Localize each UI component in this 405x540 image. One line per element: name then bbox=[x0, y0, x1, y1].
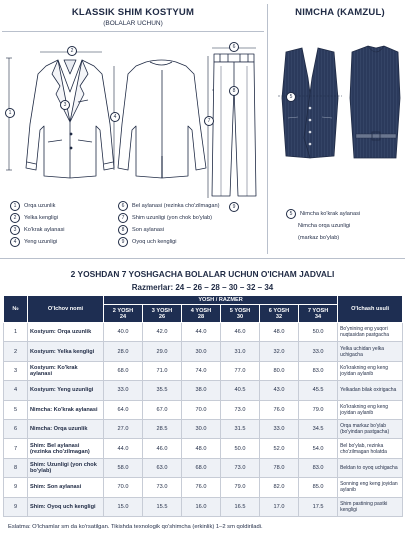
row-number-cell: 9 bbox=[4, 497, 28, 516]
value-cell: 70.0 bbox=[182, 400, 221, 419]
legend-number: 1 bbox=[10, 201, 20, 211]
value-cell: 17.5 bbox=[299, 497, 338, 516]
method-cell: Yelkadan bilak oxirigacha bbox=[338, 381, 403, 400]
measurement-name-cell: Nimcha: Ko'krak aylanasi bbox=[28, 400, 104, 419]
callout-4: 4 bbox=[110, 112, 120, 122]
value-cell: 28.0 bbox=[104, 342, 143, 361]
row-number-cell: 8 bbox=[4, 458, 28, 477]
callout-9: 9 bbox=[229, 202, 239, 212]
vest-section-title: NIMCHA (KAMZUL) bbox=[295, 7, 385, 18]
callout-2: 2 bbox=[67, 46, 77, 56]
value-cell: 16.5 bbox=[221, 497, 260, 516]
legend-item bbox=[10, 224, 120, 236]
legend-label: Ko'krak aylanasi bbox=[24, 227, 65, 233]
method-cell: Bo'ynining eng yuqori nuqtasidan pastgacha bbox=[338, 323, 403, 342]
legend-label: Yelka kengligi bbox=[24, 215, 59, 221]
measurement-name-cell: Shim: Bel aylanasi (rezinka cho'zilmagan) bbox=[28, 439, 104, 458]
value-cell: 33.0 bbox=[260, 419, 299, 438]
legend-item bbox=[10, 212, 120, 224]
legend-number: 4 bbox=[10, 237, 20, 247]
legend-label: Oyoq uch kengligi bbox=[132, 239, 177, 245]
value-cell: 17.0 bbox=[260, 497, 299, 516]
callout-3: 3 bbox=[60, 100, 70, 110]
measurement-name-cell: Kostyum: Orqa uzunlik bbox=[28, 323, 104, 342]
col-header-size bbox=[143, 305, 182, 323]
col-header-size bbox=[221, 305, 260, 323]
value-cell: 27.0 bbox=[104, 419, 143, 438]
table-row bbox=[4, 419, 403, 438]
jacket-legend-right bbox=[118, 200, 263, 248]
value-cell: 48.0 bbox=[260, 323, 299, 342]
method-cell: Sonning eng keng joyidan aylanib bbox=[338, 478, 403, 497]
value-cell: 73.0 bbox=[221, 400, 260, 419]
col-header-group: YOSH / RAZMER bbox=[104, 296, 338, 305]
value-cell: 68.0 bbox=[182, 458, 221, 477]
table-row bbox=[4, 439, 403, 458]
legend-label: Bel aylanasi (rezinka cho'zilmagan) bbox=[132, 203, 220, 209]
measurement-name-cell: Shim: Oyoq uch kengligi bbox=[28, 497, 104, 516]
value-cell: 42.0 bbox=[143, 323, 182, 342]
row-number-cell: 1 bbox=[4, 323, 28, 342]
value-cell: 82.0 bbox=[260, 478, 299, 497]
col-header-size bbox=[182, 305, 221, 323]
table-row bbox=[4, 381, 403, 400]
value-cell: 85.0 bbox=[299, 478, 338, 497]
value-cell: 58.0 bbox=[104, 458, 143, 477]
value-cell: 29.0 bbox=[143, 342, 182, 361]
method-cell: Bel bo'ylab, rezinka cho'zilmagan holatda bbox=[338, 439, 403, 458]
table-row bbox=[4, 497, 403, 516]
value-cell: 83.0 bbox=[299, 361, 338, 380]
footnote: Eslatma: O'lchamlar sm da ko'rsatilgan. Tikishda texnologik qo'shimcha (erkinlik) 1–2 sm qoldiriladi. bbox=[8, 524, 263, 530]
age-label: 5 YOSH bbox=[229, 307, 251, 314]
section-divider bbox=[267, 4, 268, 254]
value-cell: 43.0 bbox=[260, 381, 299, 400]
value-cell: 46.0 bbox=[143, 439, 182, 458]
jacket-section-title: KLASSIK SHIM KOSTYUM bbox=[71, 7, 195, 18]
legend-label: Yeng uzunligi bbox=[24, 239, 58, 245]
jacket-section-subtitle: (BOLALAR UCHUN) bbox=[103, 20, 163, 27]
legend-item bbox=[118, 224, 263, 236]
size-chart-title: 2 YOSHDAN 7 YOSHGACHA BOLALAR UCHUN O'ICHAM JADVALI bbox=[70, 269, 335, 279]
value-cell: 78.0 bbox=[260, 458, 299, 477]
value-cell: 71.0 bbox=[143, 361, 182, 380]
col-header-size bbox=[104, 305, 143, 323]
value-cell: 31.0 bbox=[221, 342, 260, 361]
age-label: 4 YOSH bbox=[190, 307, 212, 314]
callout-8: 8 bbox=[229, 86, 239, 96]
col-header-method: O'lchash usuli bbox=[338, 296, 403, 323]
measurement-name-cell: Nimcha: Orqa uzunlik bbox=[28, 419, 104, 438]
method-cell: Ko'krakning eng keng joyidan aylanib bbox=[338, 400, 403, 419]
size-label: 26 bbox=[158, 313, 166, 320]
legend-item bbox=[286, 220, 401, 232]
table-row bbox=[4, 478, 403, 497]
measurement-name-cell: Shim: Son aylanasi bbox=[28, 478, 104, 497]
legend-label: Orqa uzunlik bbox=[24, 203, 56, 209]
value-cell: 46.0 bbox=[221, 323, 260, 342]
value-cell: 40.0 bbox=[104, 323, 143, 342]
value-cell: 67.0 bbox=[143, 400, 182, 419]
value-cell: 38.0 bbox=[182, 381, 221, 400]
method-cell: Yelka uchidan yelka uchigacha bbox=[338, 342, 403, 361]
legend-label: Nimcha orqa uzunligi bbox=[298, 223, 351, 229]
value-cell: 34.5 bbox=[299, 419, 338, 438]
row-number-cell: 9 bbox=[4, 478, 28, 497]
method-cell: Shim pastining pastki kengligi bbox=[338, 497, 403, 516]
value-cell: 74.0 bbox=[182, 361, 221, 380]
value-cell: 15.5 bbox=[143, 497, 182, 516]
vest-callout-5: 5 bbox=[286, 92, 296, 102]
legend-item bbox=[10, 236, 120, 248]
age-label: 7 YOSH bbox=[307, 307, 329, 314]
value-cell: 54.0 bbox=[299, 439, 338, 458]
size-label: 24 bbox=[119, 313, 127, 320]
value-cell: 15.0 bbox=[104, 497, 143, 516]
table-row bbox=[4, 458, 403, 477]
method-cell: Ko'krakning eng keng joyidan aylanib bbox=[338, 361, 403, 380]
row-number-cell: 2 bbox=[4, 342, 28, 361]
size-label: 34 bbox=[314, 313, 322, 320]
value-cell: 32.0 bbox=[260, 342, 299, 361]
value-cell: 35.5 bbox=[143, 381, 182, 400]
age-label: 2 YOSH bbox=[112, 307, 134, 314]
row-number-cell: 5 bbox=[4, 400, 28, 419]
legend-item bbox=[118, 212, 263, 224]
value-cell: 30.0 bbox=[182, 342, 221, 361]
legend-item bbox=[10, 200, 120, 212]
size-chart-table bbox=[3, 295, 403, 517]
value-cell: 16.0 bbox=[182, 497, 221, 516]
table-body bbox=[4, 323, 403, 517]
value-cell: 33.0 bbox=[299, 342, 338, 361]
value-cell: 77.0 bbox=[221, 361, 260, 380]
legend-label: Son aylanasi bbox=[132, 227, 165, 233]
size-label: 30 bbox=[236, 313, 244, 320]
size-label: 32 bbox=[275, 313, 283, 320]
row-number-cell: 4 bbox=[4, 381, 28, 400]
value-cell: 33.0 bbox=[104, 381, 143, 400]
value-cell: 76.0 bbox=[260, 400, 299, 419]
value-cell: 64.0 bbox=[104, 400, 143, 419]
legend-item bbox=[286, 208, 401, 220]
jacket-legend-left bbox=[10, 200, 120, 248]
value-cell: 40.5 bbox=[221, 381, 260, 400]
size-label: 28 bbox=[197, 313, 205, 320]
value-cell: 30.0 bbox=[182, 419, 221, 438]
value-cell: 31.5 bbox=[221, 419, 260, 438]
legend-number: 7 bbox=[118, 213, 128, 223]
legend-item bbox=[286, 232, 401, 244]
measurement-name-cell: Kostyum: Ko'krak aylanasi bbox=[28, 361, 104, 380]
row-number-cell: 6 bbox=[4, 419, 28, 438]
value-cell: 50.0 bbox=[299, 323, 338, 342]
value-cell: 28.5 bbox=[143, 419, 182, 438]
value-cell: 79.0 bbox=[221, 478, 260, 497]
callout-7: 7 bbox=[204, 116, 214, 126]
legend-label: (markaz bo'ylab) bbox=[298, 235, 340, 241]
legend-number: 9 bbox=[118, 237, 128, 247]
measurement-name-cell: Kostyum: Yelka kengligi bbox=[28, 342, 104, 361]
value-cell: 44.0 bbox=[104, 439, 143, 458]
vest-drawing bbox=[272, 38, 402, 198]
measurement-name-cell: Shim: Uzunligi (yon chok bo'ylab) bbox=[28, 458, 104, 477]
measurement-name-cell: Kostyum: Yeng uzunligi bbox=[28, 381, 104, 400]
row-number-cell: 3 bbox=[4, 361, 28, 380]
value-cell: 83.0 bbox=[299, 458, 338, 477]
table-row bbox=[4, 342, 403, 361]
legend-label: Shim uzunligi (yon chok bo'ylab) bbox=[132, 215, 213, 221]
value-cell: 76.0 bbox=[182, 478, 221, 497]
age-label: 6 YOSH bbox=[268, 307, 290, 314]
value-cell: 52.0 bbox=[260, 439, 299, 458]
row-number-cell: 7 bbox=[4, 439, 28, 458]
legend-label: Nimcha ko'krak aylanasi bbox=[300, 211, 361, 217]
size-range-line: Razmerlar: 24 – 26 – 28 – 30 – 32 – 34 bbox=[131, 283, 274, 292]
vest-legend bbox=[286, 208, 401, 244]
table-row bbox=[4, 400, 403, 419]
age-label: 3 YOSH bbox=[151, 307, 173, 314]
method-cell: Orqa markaz bo'ylab (bo'yindan pastgacha) bbox=[338, 419, 403, 438]
callout-1: 1 bbox=[5, 108, 15, 118]
col-header-no: № bbox=[4, 296, 28, 323]
value-cell: 48.0 bbox=[182, 439, 221, 458]
suit-drawing bbox=[0, 30, 266, 198]
col-header-name: O'lchov nomi bbox=[28, 296, 104, 323]
legend-number: 8 bbox=[118, 225, 128, 235]
method-cell: Beldan to oyoq uchigacha bbox=[338, 458, 403, 477]
legend-number: 6 bbox=[118, 201, 128, 211]
legend-item bbox=[118, 236, 263, 248]
value-cell: 70.0 bbox=[104, 478, 143, 497]
table-row bbox=[4, 323, 403, 342]
callout-6: 6 bbox=[229, 42, 239, 52]
value-cell: 79.0 bbox=[299, 400, 338, 419]
legend-item bbox=[118, 200, 263, 212]
value-cell: 44.0 bbox=[182, 323, 221, 342]
value-cell: 45.5 bbox=[299, 381, 338, 400]
value-cell: 63.0 bbox=[143, 458, 182, 477]
table-divider bbox=[0, 258, 405, 259]
value-cell: 50.0 bbox=[221, 439, 260, 458]
table-row bbox=[4, 361, 403, 380]
value-cell: 68.0 bbox=[104, 361, 143, 380]
value-cell: 73.0 bbox=[221, 458, 260, 477]
legend-number: 2 bbox=[10, 213, 20, 223]
legend-number: 5 bbox=[286, 209, 296, 219]
col-header-size bbox=[299, 305, 338, 323]
value-cell: 80.0 bbox=[260, 361, 299, 380]
col-header-size bbox=[260, 305, 299, 323]
value-cell: 73.0 bbox=[143, 478, 182, 497]
legend-number: 3 bbox=[10, 225, 20, 235]
